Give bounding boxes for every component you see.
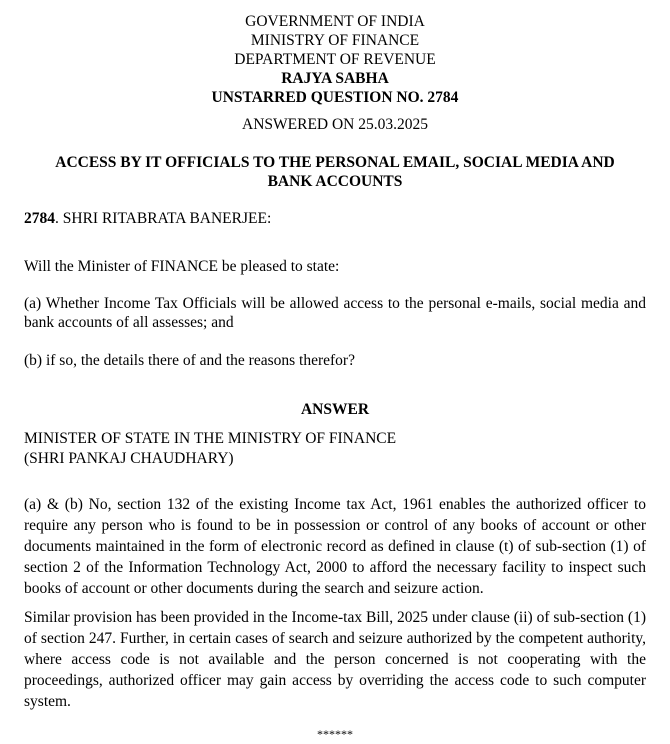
minister-title: MINISTER OF STATE IN THE MINISTRY OF FINANCE xyxy=(24,430,397,447)
minister-block xyxy=(24,429,646,469)
document-header xyxy=(0,0,670,134)
question-intro: Will the Minister of FINANCE be pleased to state: xyxy=(24,258,340,275)
member-name: . SHRI RITABRATA BANERJEE: xyxy=(55,210,272,227)
question-number-line: UNSTARRED QUESTION NO. 2784 xyxy=(211,89,459,106)
ministry-line: MINISTRY OF FINANCE xyxy=(250,32,420,49)
question-number: 2784 xyxy=(24,210,55,227)
answer-heading: ANSWER xyxy=(300,401,370,418)
document-body xyxy=(0,209,670,744)
question-part-a: (a) Whether Income Tax Officials will be allowed access to the personal e-mails, social media and bank accounts of all assesses; and xyxy=(24,295,646,331)
end-marker: ****** xyxy=(317,727,353,741)
house-line: RAJYA SABHA xyxy=(281,70,389,87)
answer-paragraph-1: (a) & (b) No, section 132 of the existing Income tax Act, 1961 enables the authorized officer to require any person who is found to be in possession or control of any books of account or other documents maintained in the form of electronic record as defined in clause (t) of sub-section (1) of section 2 of the Information Technology Act, 2000 to afford the necessary facility to inspect such books of account or other documents during the search and seizure action. xyxy=(24,496,646,597)
minister-name: (SHRI PANKAJ CHAUDHARY) xyxy=(24,450,234,467)
question-member-line xyxy=(24,209,646,229)
answer-paragraph-2: Similar provision has been provided in the Income-tax Bill, 2025 under clause (ii) of sub-section (1) of section 247. Further, in certain cases of search and seizure authorized by the competent authority, where access code is not available and the person concerned is not cooperating with the proceedings, authorized officer may gain access by overriding the access code to such computer system. xyxy=(24,609,646,710)
subject-title: ACCESS BY IT OFFICIALS TO THE PERSONAL EMAIL, SOCIAL MEDIA AND BANK ACCOUNTS xyxy=(55,154,615,190)
government-line: GOVERNMENT OF INDIA xyxy=(245,13,425,30)
answered-on-line: ANSWERED ON 25.03.2025 xyxy=(242,116,428,133)
question-part-b: (b) if so, the details there of and the reasons therefor? xyxy=(24,352,355,369)
department-line: DEPARTMENT OF REVENUE xyxy=(234,51,436,68)
